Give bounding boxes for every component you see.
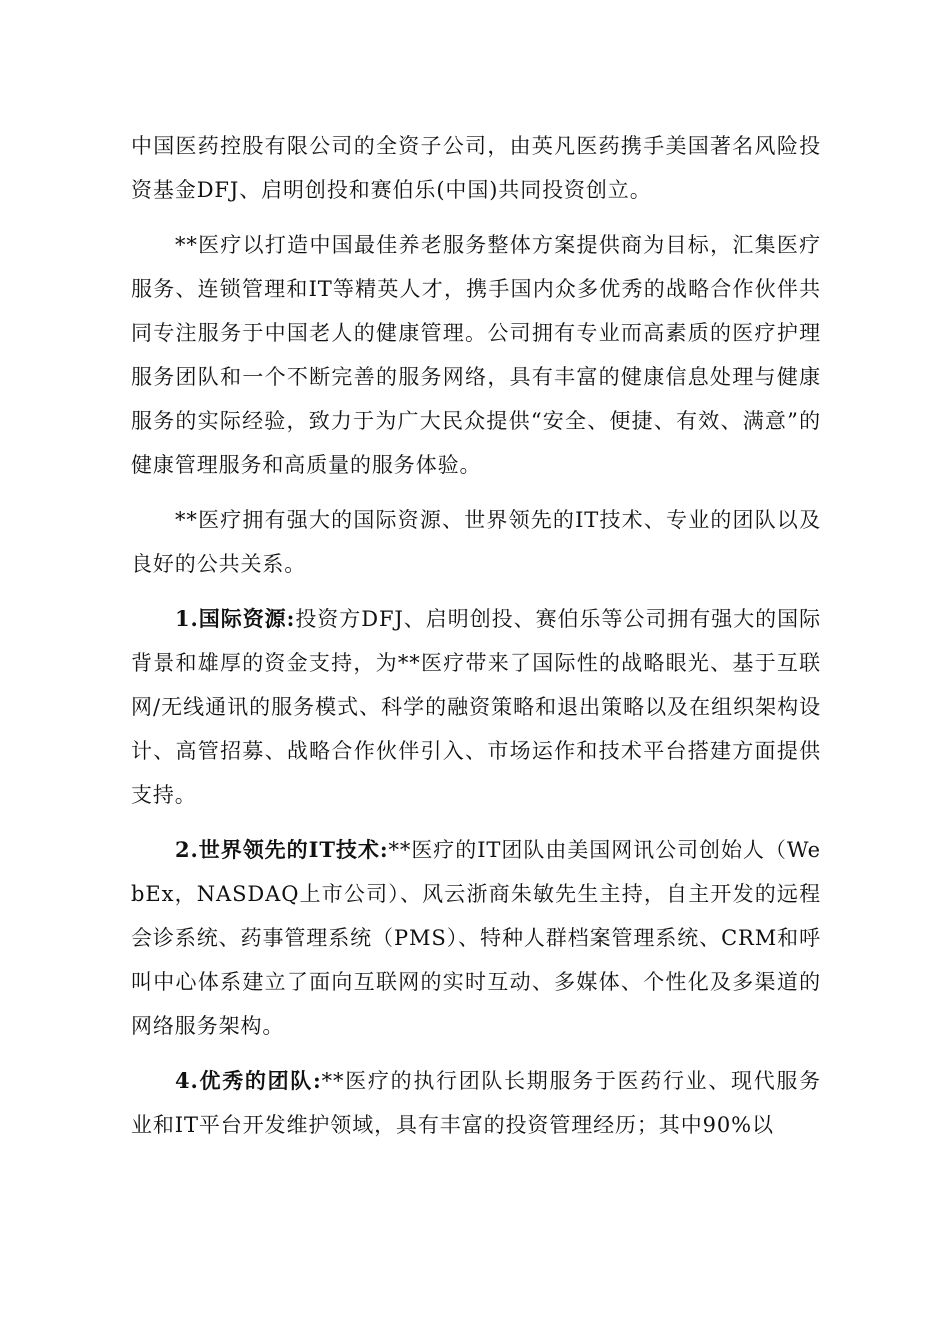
paragraph-text: 中国医药控股有限公司的全资子公司，由英凡医药携手美国著名风险投资基金DFJ、启明创投和赛伯乐(中国)共同投资创立。 (131, 134, 821, 202)
paragraph-excellent-team (131, 1059, 821, 1147)
document-page (131, 124, 821, 1158)
paragraph-company-goal (131, 223, 821, 487)
section-heading: 1.国际资源: (175, 606, 296, 631)
paragraph-international-resources (131, 597, 821, 817)
section-heading: 2.世界领先的IT技术: (175, 837, 389, 862)
paragraph-it-technology (131, 828, 821, 1048)
section-heading: 4.优秀的团队: (175, 1068, 322, 1093)
paragraph-company-origin (131, 124, 821, 212)
paragraph-strengths-summary (131, 498, 821, 586)
paragraph-text: **医疗的IT团队由美国网讯公司创始人（WebEx，NASDAQ上市公司）、风云浙商朱敏先生主持，自主开发的远程会诊系统、药事管理系统（PMS）、特种人群档案管理系统、CRM和呼叫中心体系建立了面向互联网的实时互动、多媒体、个性化及多渠道的网络服务架构。 (131, 838, 821, 1038)
paragraph-text: **医疗以打造中国最佳养老服务整体方案提供商为目标，汇集医疗服务、连锁管理和IT等精英人才，携手国内众多优秀的战略合作伙伴共同专注服务于中国老人的健康管理。公司拥有专业而高素质的医疗护理服务团队和一个不断完善的服务网络，具有丰富的健康信息处理与健康服务的实际经验，致力于为广大民众提供“安全、便捷、有效、满意”的健康管理服务和高质量的服务体验。 (131, 233, 821, 477)
paragraph-text: **医疗的执行团队长期服务于医药行业、现代服务业和IT平台开发维护领域，具有丰富的投资管理经历；其中90%以 (131, 1069, 822, 1137)
paragraph-text: 投资方DFJ、启明创投、赛伯乐等公司拥有强大的国际背景和雄厚的资金支持，为**医疗带来了国际性的战略眼光、基于互联网/无线通讯的服务模式、科学的融资策略和退出策略以及在组织架构设计、高管招募、战略合作伙伴引入、市场运作和技术平台搭建方面提供支持。 (131, 607, 821, 807)
paragraph-text: **医疗拥有强大的国际资源、世界领先的IT技术、专业的团队以及良好的公共关系。 (131, 508, 821, 576)
